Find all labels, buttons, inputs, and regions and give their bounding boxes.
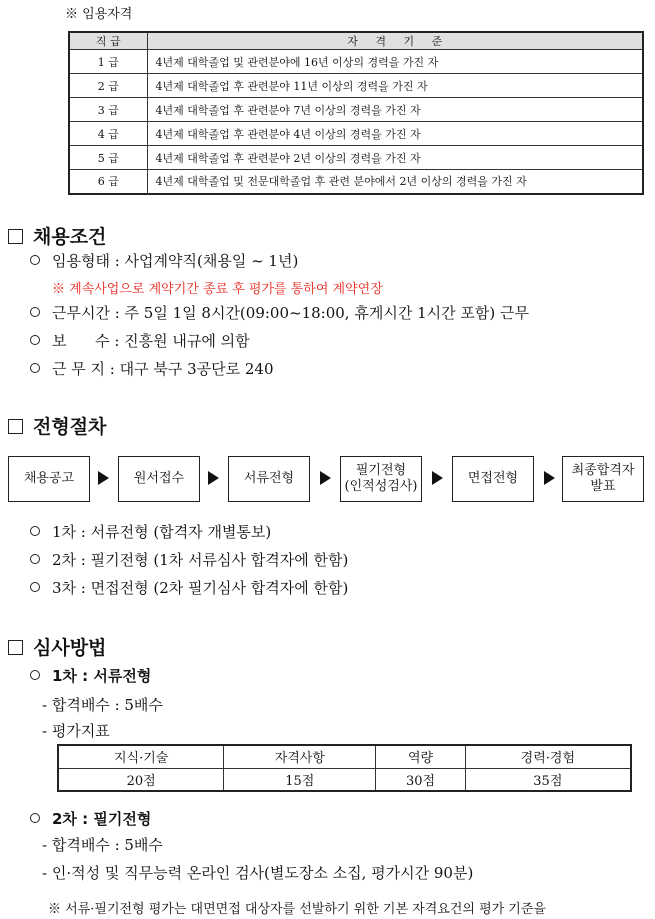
circle-bullet-icon bbox=[30, 335, 40, 345]
process-section-title bbox=[8, 412, 106, 439]
stage-3-line bbox=[30, 577, 348, 598]
employment-type-line bbox=[30, 250, 298, 271]
table-row bbox=[69, 170, 643, 194]
flow-step-label: 원서접수 bbox=[133, 471, 185, 486]
grade-cell: 1 급 bbox=[69, 50, 147, 74]
flow-step-box bbox=[118, 456, 200, 502]
work-hours-line bbox=[30, 302, 529, 323]
table-row bbox=[69, 98, 643, 122]
pay: 보 수 : 진흥원 내규에 의함 bbox=[52, 332, 250, 350]
stage-2: 2차 : 필기전형 (1차 서류심사 합격자에 한함) bbox=[52, 551, 349, 569]
score-header-row bbox=[58, 745, 631, 768]
grade-cell: 3 급 bbox=[69, 98, 147, 122]
first-stage-heading bbox=[30, 665, 151, 686]
grade-cell: 2 급 bbox=[69, 74, 147, 98]
stage-3: 3차 : 면접전형 (2차 필기심사 합격자에 한함) bbox=[52, 579, 349, 597]
evaluation-title: 심사방법 bbox=[33, 637, 107, 659]
process-flowchart bbox=[8, 456, 644, 506]
employment-section-title bbox=[8, 222, 106, 249]
circle-bullet-icon bbox=[30, 307, 40, 317]
criteria-cell: 4년제 대학졸업 후 관련분야 7년 이상의 경력을 가진 자 bbox=[147, 98, 643, 122]
arrow-right-icon bbox=[544, 471, 555, 485]
circle-bullet-icon bbox=[30, 255, 40, 265]
work-hours: 근무시간 : 주 5일 1일 8시간(09:00~18:00, 휴게시간 1시간 포함) 근무 bbox=[52, 304, 529, 322]
criteria-cell: 4년제 대학졸업 후 관련분야 2년 이상의 경력을 가진 자 bbox=[147, 146, 643, 170]
arrow-right-icon bbox=[432, 471, 443, 485]
flow-step-label: 서류전형 bbox=[243, 471, 295, 486]
second-stage-title: 2차 : 필기전형 bbox=[52, 810, 152, 828]
evaluation-footnote: ※ 서류·필기전형 평가는 대면면접 대상자를 선발하기 위한 기본 자격요건의 평가 기준을 bbox=[48, 902, 546, 917]
circle-bullet-icon bbox=[30, 670, 40, 680]
table-row bbox=[69, 122, 643, 146]
flow-step-box bbox=[340, 456, 422, 502]
qualification-table bbox=[68, 31, 644, 195]
employment-title: 채용조건 bbox=[33, 226, 107, 248]
evaluation-section-title bbox=[8, 633, 106, 660]
arrow-right-icon bbox=[208, 471, 219, 485]
score-table bbox=[57, 744, 632, 792]
stage-2-line bbox=[30, 549, 348, 570]
qualification-note: ※ 임용자격 bbox=[65, 7, 133, 22]
score-value-row bbox=[58, 768, 631, 791]
pay-line bbox=[30, 330, 250, 351]
score-value: 15점 bbox=[224, 768, 376, 791]
score-value: 20점 bbox=[58, 768, 224, 791]
grade-cell: 4 급 bbox=[69, 122, 147, 146]
checkbox-square-icon bbox=[8, 229, 23, 244]
contract-extension-note: ※ 계속사업으로 계약기간 종료 후 평가를 통하여 계약연장 bbox=[52, 282, 383, 297]
first-multiplier: - 합격배수 : 5배수 bbox=[42, 696, 163, 714]
flow-step-label: 채용공고 bbox=[23, 471, 75, 486]
circle-bullet-icon bbox=[30, 813, 40, 823]
criteria-cell: 4년제 대학졸업 및 전문대학졸업 후 관련 분야에서 2년 이상의 경력을 가진 자 bbox=[147, 170, 643, 194]
flow-step-label: 최종합격자 발표 bbox=[571, 463, 635, 494]
circle-bullet-icon bbox=[30, 582, 40, 592]
flow-step-box bbox=[562, 456, 644, 502]
flow-step-label: 면접전형 bbox=[467, 471, 519, 486]
circle-bullet-icon bbox=[30, 363, 40, 373]
location-line bbox=[30, 358, 274, 379]
flow-step-box bbox=[452, 456, 534, 502]
table-row bbox=[69, 50, 643, 74]
score-header: 자격사항 bbox=[224, 745, 376, 768]
circle-bullet-icon bbox=[30, 554, 40, 564]
score-value: 30점 bbox=[376, 768, 465, 791]
grade-header: 직 급 bbox=[69, 32, 147, 50]
first-stage-title: 1차 : 서류전형 bbox=[52, 667, 152, 685]
criteria-cell: 4년제 대학졸업 후 관련분야 11년 이상의 경력을 가진 자 bbox=[147, 74, 643, 98]
evaluation-index-label: - 평가지표 bbox=[42, 722, 110, 740]
criteria-cell: 4년제 대학졸업 후 관련분야 4년 이상의 경력을 가진 자 bbox=[147, 122, 643, 146]
grade-cell: 6 급 bbox=[69, 170, 147, 194]
score-header: 경력·경험 bbox=[465, 745, 631, 768]
table-row bbox=[69, 74, 643, 98]
process-title: 전형절차 bbox=[33, 416, 107, 438]
arrow-right-icon bbox=[98, 471, 109, 485]
grade-cell: 5 급 bbox=[69, 146, 147, 170]
table-header-row bbox=[69, 32, 643, 50]
score-header: 지식·기술 bbox=[58, 745, 224, 768]
work-location: 근 무 지 : 대구 북구 3공단로 240 bbox=[52, 360, 274, 378]
score-value: 35점 bbox=[465, 768, 631, 791]
second-stage-heading bbox=[30, 808, 151, 829]
criteria-header: 자 격 기 준 bbox=[147, 32, 643, 50]
criteria-cell: 4년제 대학졸업 및 관련분야에 16년 이상의 경력을 가진 자 bbox=[147, 50, 643, 74]
arrow-right-icon bbox=[320, 471, 331, 485]
stage-1-line bbox=[30, 521, 271, 542]
second-test-description: - 인·적성 및 직무능력 온라인 검사(별도장소 소집, 평가시간 90분) bbox=[42, 864, 474, 882]
score-header: 역량 bbox=[376, 745, 465, 768]
checkbox-square-icon bbox=[8, 419, 23, 434]
table-row bbox=[69, 146, 643, 170]
checkbox-square-icon bbox=[8, 640, 23, 655]
stage-1: 1차 : 서류전형 (합격자 개별통보) bbox=[52, 523, 272, 541]
flow-step-box bbox=[8, 456, 90, 502]
flow-step-box bbox=[228, 456, 310, 502]
employment-type: 임용형태 : 사업계약직(채용일 ~ 1년) bbox=[52, 252, 299, 270]
second-multiplier: - 합격배수 : 5배수 bbox=[42, 836, 163, 854]
circle-bullet-icon bbox=[30, 526, 40, 536]
flow-step-label: 필기전형 (인적성검사) bbox=[344, 463, 418, 494]
